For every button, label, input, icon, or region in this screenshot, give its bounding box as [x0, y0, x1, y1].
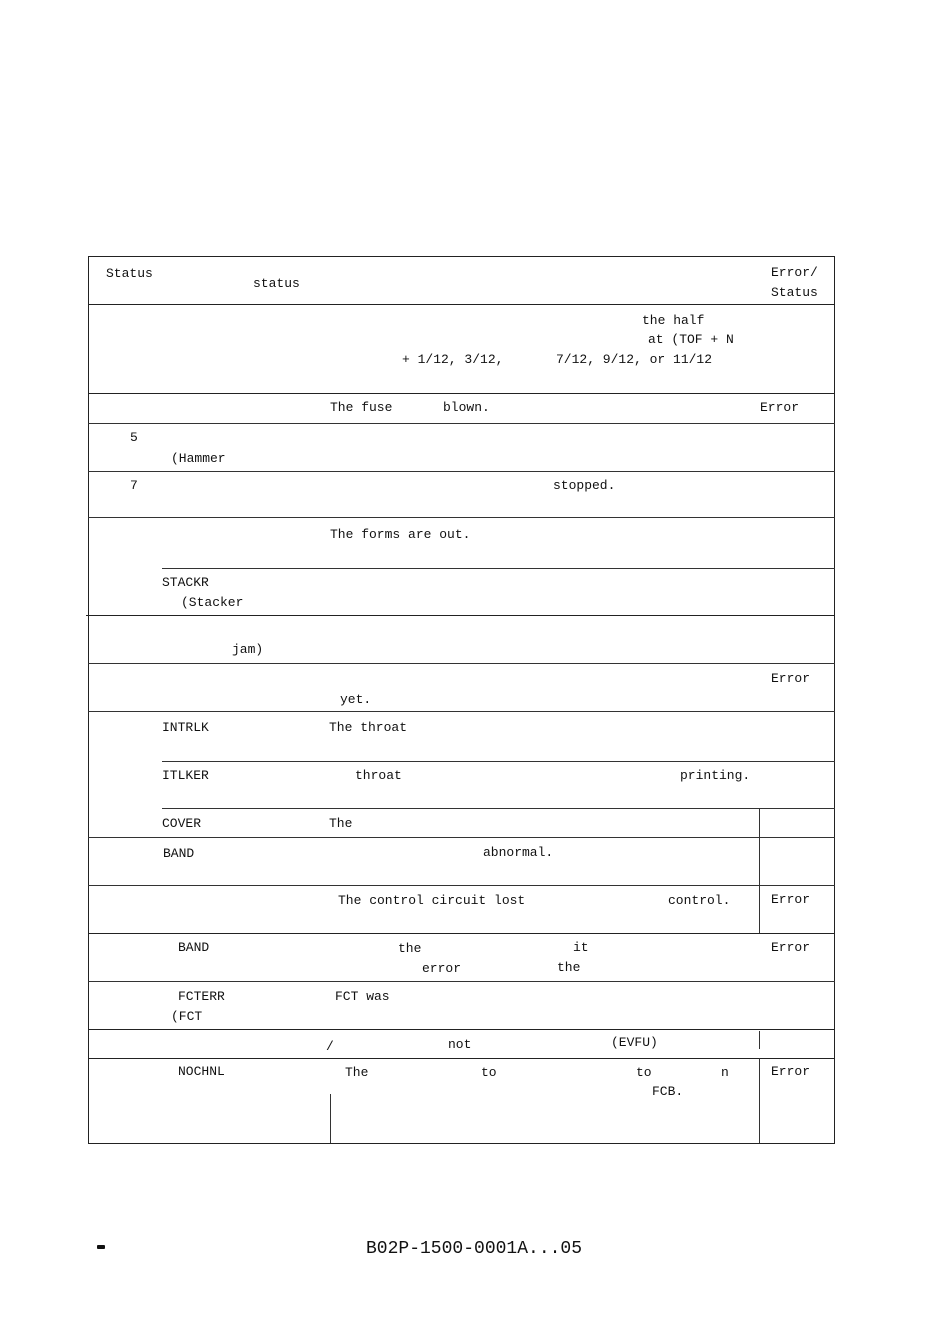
row10-name: BAND — [163, 846, 195, 861]
row9-divider — [88, 837, 835, 838]
row2-desc-a: The fuse — [330, 400, 393, 415]
row12-desc-d: the — [557, 960, 581, 975]
error-column-rule-a — [759, 808, 760, 933]
row14-mark: / — [326, 1039, 334, 1054]
error-column-rule-b — [759, 1031, 760, 1049]
row2-desc-b: blown. — [443, 400, 490, 415]
row6-name: jam) — [232, 642, 264, 657]
row14-desc-a: not — [448, 1037, 472, 1052]
row5-desc: The forms are out. — [330, 527, 471, 542]
row12-desc-c: error — [422, 961, 462, 976]
row12-desc-b: it — [573, 940, 589, 955]
row13-desc: FCT was — [335, 989, 390, 1004]
row13-sub: (FCT — [171, 1009, 203, 1024]
error-column-rule-c — [759, 1058, 760, 1143]
row12-divider — [88, 981, 835, 982]
row1-text-line4: 7/12, 9/12, or 11/12 — [556, 352, 713, 367]
row9-name: COVER — [162, 816, 202, 831]
row11-desc-a: The control circuit lost — [338, 893, 526, 908]
table-bottom-border — [88, 1143, 835, 1144]
row4-divider — [88, 517, 835, 518]
row1-text-line2: at (TOF + N — [648, 332, 734, 347]
row8b-desc-a: throat — [355, 768, 402, 783]
row12-error: Error — [771, 940, 811, 955]
row12-name: BAND — [178, 940, 210, 955]
row3-name: (Hammer — [171, 451, 226, 466]
row11-error: Error — [771, 892, 811, 907]
header-error-label: Error/ — [771, 265, 818, 280]
row1-divider — [88, 393, 835, 394]
header-error-label-2: Status — [771, 285, 818, 300]
row13-divider — [88, 1029, 835, 1030]
header-divider — [88, 304, 835, 305]
table-top-border — [88, 256, 835, 257]
row7-desc: yet. — [340, 692, 372, 707]
row7-error: Error — [771, 671, 811, 686]
table-left-border — [88, 256, 89, 1144]
row10-desc: abnormal. — [483, 845, 554, 860]
row5-subdivider — [162, 568, 835, 569]
row5-divider — [86, 615, 835, 616]
row15-name: NOCHNL — [178, 1064, 225, 1079]
row10-divider — [88, 885, 835, 886]
row9-desc: The — [329, 816, 353, 831]
row15-desc-b: to — [481, 1065, 497, 1080]
row7-divider — [88, 711, 835, 712]
row8-subdivider — [162, 761, 835, 762]
row4-number: 7 — [130, 478, 138, 493]
row15-left-rule — [330, 1094, 331, 1143]
row5b-name: STACKR — [162, 575, 209, 590]
row6-divider — [88, 663, 835, 664]
row1-text-line1: the half — [642, 313, 705, 328]
row1-text-line3: + 1/12, 3/12, — [402, 352, 504, 367]
footer-bullet — [97, 1245, 105, 1249]
row15-desc-a: The — [345, 1065, 369, 1080]
row13-name: FCTERR — [178, 989, 225, 1004]
row8-name: INTRLK — [162, 720, 209, 735]
row8b-desc-b: printing. — [680, 768, 751, 783]
row14-divider — [88, 1058, 835, 1059]
footer-doc-number: B02P-1500-0001A...05 — [366, 1239, 583, 1259]
row15-desc-c: to — [636, 1065, 652, 1080]
row15-desc-d: n — [721, 1065, 729, 1080]
header-status2-label: status — [253, 276, 300, 291]
row11-desc-b: control. — [668, 893, 731, 908]
row11-divider — [88, 933, 835, 934]
row15-desc-e: FCB. — [652, 1084, 684, 1099]
row15-error: Error — [771, 1064, 811, 1079]
row3-number: 5 — [130, 430, 138, 445]
row14-desc-b: (EVFU) — [611, 1035, 658, 1050]
row12-desc-a: the — [398, 941, 422, 956]
table-right-border — [834, 256, 835, 1144]
row8-divider — [162, 808, 835, 809]
row4-desc: stopped. — [553, 478, 616, 493]
row8b-name: ITLKER — [162, 768, 209, 783]
row5b-sub: (Stacker — [181, 595, 244, 610]
row2-error: Error — [760, 400, 800, 415]
row2-divider — [88, 423, 835, 424]
header-status-label: Status — [106, 266, 153, 281]
row8-desc: The throat — [329, 720, 408, 735]
row3-divider — [88, 471, 835, 472]
